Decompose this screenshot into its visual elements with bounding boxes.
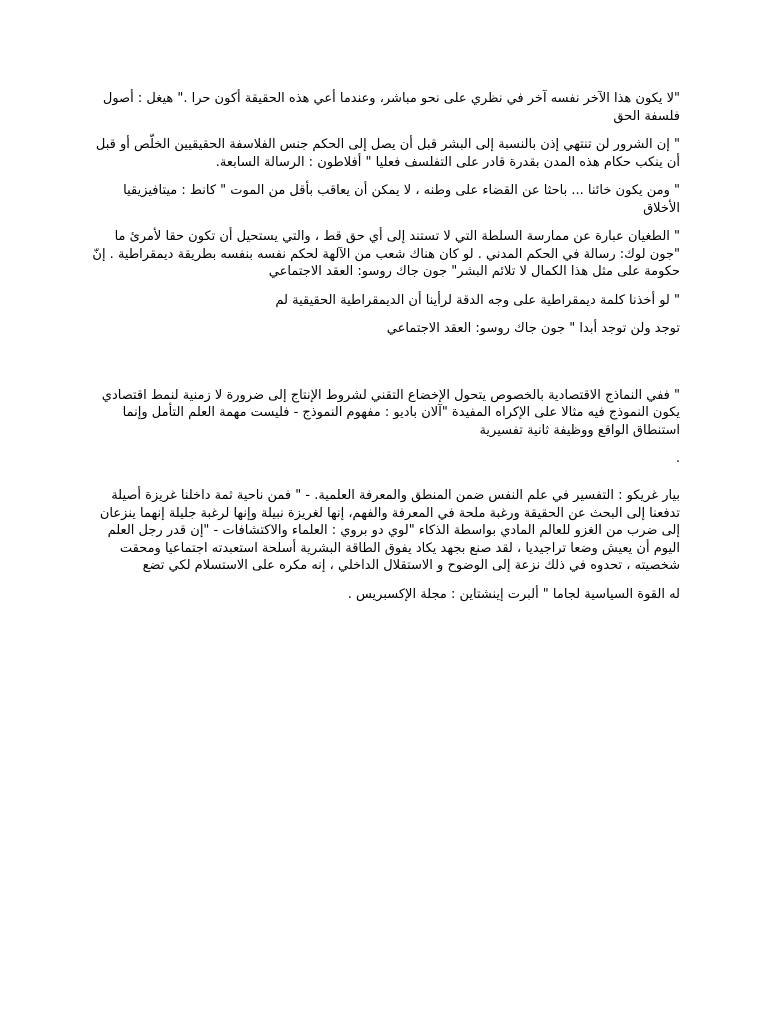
quote-rousseau-democracy: " لو أخذنا كلمة ديمقراطية على وجه الدقة لرأينا أن الديمقراطية الحقيقية لم: [275, 292, 680, 308]
quote-locke-rousseau: " الطغيان عبارة عن ممارسة السلطة التي لا تستند إلى أي حق قط ، والتي يستحيل أن تكون حقا لأمرئ ما "جون لوك: رسالة في الحكم المدني . لو كان هناك شعب من الآلهة لحكم نفسه بنفسه بطريقة ديمقراطية . إنّ حكومة على مثل هذا الكمال لا تلائم البشر" جون جاك روسو: العقد الاجتماعي: [92, 229, 680, 279]
quote-hegel: "لا يكون هذا الآخر نفسه آخر في نظري على نحو مباشر، وعندما أعي هذه الحقيقة أكون حرا ." هيغل : أصول فلسفة الحق: [102, 91, 680, 124]
quote-plato: " إن الشرور لن تنتهي إذن بالنسبة إلى البشر قبل أن يصل إلى الحكم جنس الفلاسفة الحقيقيين الخلّص أو قبل أن ينكب حكام هذه المدن بقدرة قادر على التفلسف فعليا " أفلاطون : الرسالة السابعة.: [95, 137, 680, 170]
quote-einstein: له القوة السياسية لجاما " ألبرت إينشتاين : مجلة الإكسبريس .: [347, 586, 680, 602]
document-page: [90, 90, 680, 614]
separator-dot: .: [675, 451, 680, 466]
quote-kant: " ومن يكون خائنا ... باحثا عن القضاء على وطنه ، لا يمكن أن يعاقب بأقل من الموت " كانط : ميتافيزيقيا الأخلاق: [123, 183, 680, 216]
blank-space: [90, 349, 680, 387]
quote-rousseau-social-contract: توجد ولن توجد أبدا " جون جاك روسو: العقد الاجتماعي: [386, 321, 680, 336]
quote-badiou: " ففي النماذج الاقتصادية بالخصوص يتحول الإخضاع التقني لشروط الإنتاج إلى ضرورة لا زمنية لنمط اقتصادي يكون النموذج فيه مثالا على الإكراه المفيدة "آلان باديو : مفهوم النموذج - فليست مهمة العلم التأمل وإنما استنطاق الواقع ووظيفة ثانية تفسيرية: [101, 387, 680, 438]
quote-greco-debroglie: بيار غريكو : التفسير في علم النفس ضمن المنطق والمعرفة العلمية. - " فمن ناحية ثمة داخلنا غريزة أصيلة تدفعنا إلى البحث عن الحقيقة ورغبة ملحة في المعرفة والفهم، إنها لغريزة نبيلة وإنها لرغبة جليلة إنهما ينزعان إلى ضرب من الغزو للعالم المادي بواسطة الذكاء "لوي دو بروي : العلماء والاكتشافات - "إن قدر رجل العلم اليوم أن يعيش وضعا تراجيديا ، لقد صنع بجهد يكاد يفوق الطاقة البشرية أسلحة استعبدته اجتماعيا ومحقت شخصيته ، تحدوه في ذلك نزعة إلى الوضوح و الاستقلال الداخلي ، إنه مكره على الاستسلام لكي تضع: [99, 488, 680, 573]
